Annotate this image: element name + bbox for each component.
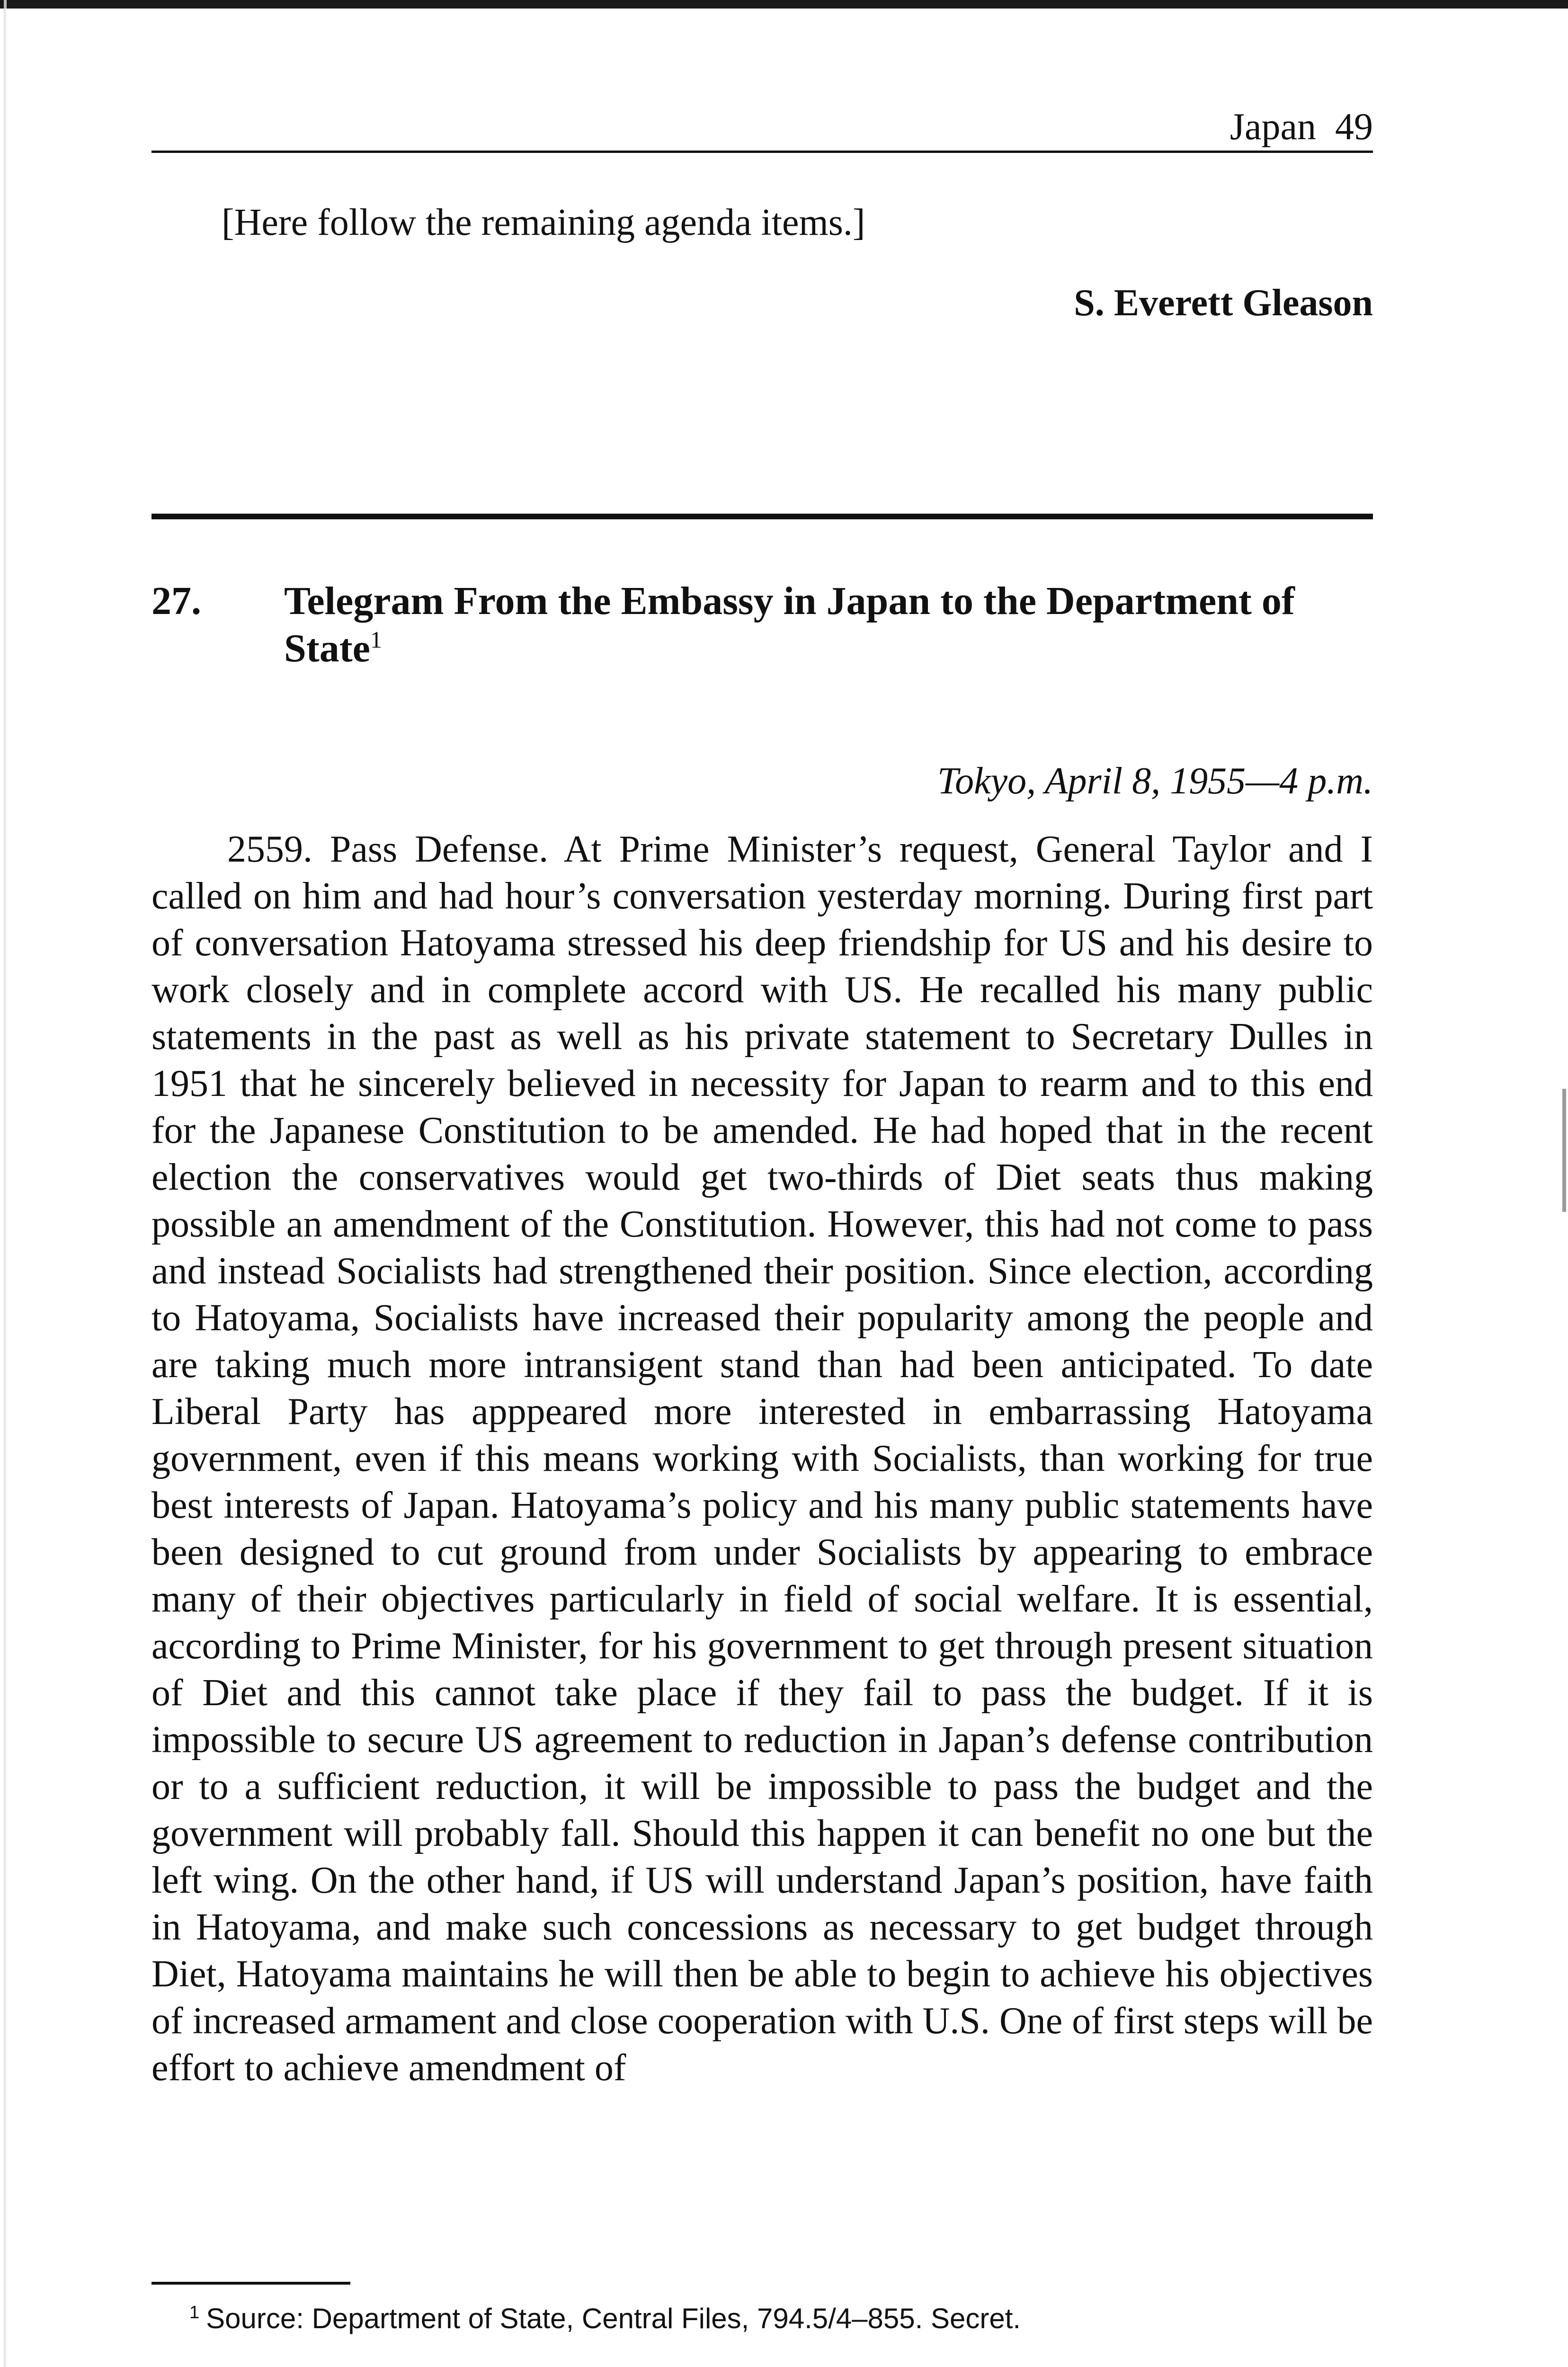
running-head	[151, 103, 1373, 151]
footnote-text: Source: Department of State, Central Files, 794.5/4–855. Secret.	[206, 2303, 1021, 2334]
footnote	[189, 2300, 1373, 2338]
running-title: Japan	[1229, 106, 1316, 148]
section-divider	[151, 514, 1373, 519]
document-title	[284, 578, 1373, 672]
telegram-body: 2559. Pass Defense. At Prime Minister’s request, General Taylor and I called on him and had hour’s conversation yesterday morning. During first part of conversation Hatoyama stressed his deep friendship for US and his desire to work closely and in complete accord with US. He recalled his many public statements in the past as well as his private statement to Secretary Dulles in 1951 that he sincerely believed in necessity for Japan to rearm and to this end for the Japanese Constitution to be amended. He had hoped that in the recent election the conservatives would get two-thirds of Diet seats thus making possible an amendment of the Constitution. However, this had not come to pass and instead Socialists had strengthened their position. Since election, according to Hatoyama, Socialists have increased their popularity among the people and are taking much more intransigent stand than had been anticipated. To date Liberal Party has apppeared more interested in embarrassing Hatoyama government, even if this means working with Socialists, than working for true best interests of Japan. Hatoyama’s policy and his many public statements have been designed to cut ground from under Socialists by appearing to embrace many of their objectives particularly in field of social welfare. It is essential, according to Prime Minister, for his government to get through present situation of Diet and this cannot take place if they fail to pass the budget. If it is impossible to secure US agreement to reduction in Japan’s defense contribution or to a sufficient reduction, it will be impossible to pass the budget and the government will probably fall. Should this happen it can benefit no one but the left wing. On the other hand, if US will understand Japan’s position, have faith in Hatoyama, and make such concessions as necessary to get budget through Diet, Hatoyama maintains he will then be able to begin to achieve his objectives of increased armament and close cooperation with U.S. One of first steps will be effort to achieve amendment of	[151, 828, 1373, 2089]
footnote-marker: 1	[189, 2303, 200, 2323]
document-title-text: Telegram From the Embassy in Japan to the Department of State	[284, 579, 1295, 670]
footnote-rule	[151, 2282, 350, 2285]
scan-left-edge	[4, 0, 7, 2367]
dateline: Tokyo, April 8, 1955—4 p.m.	[937, 760, 1373, 802]
scan-right-edge-mark	[1562, 1089, 1566, 1212]
editorial-note: [Here follow the remaining agenda items.]	[222, 202, 865, 243]
signature: S. Everett Gleason	[1074, 282, 1373, 324]
footnote-reference: 1	[370, 626, 382, 653]
page-number: 49	[1335, 106, 1373, 148]
document-number: 27.	[151, 579, 201, 623]
header-rule	[151, 151, 1373, 153]
page-top-border	[0, 0, 1568, 9]
